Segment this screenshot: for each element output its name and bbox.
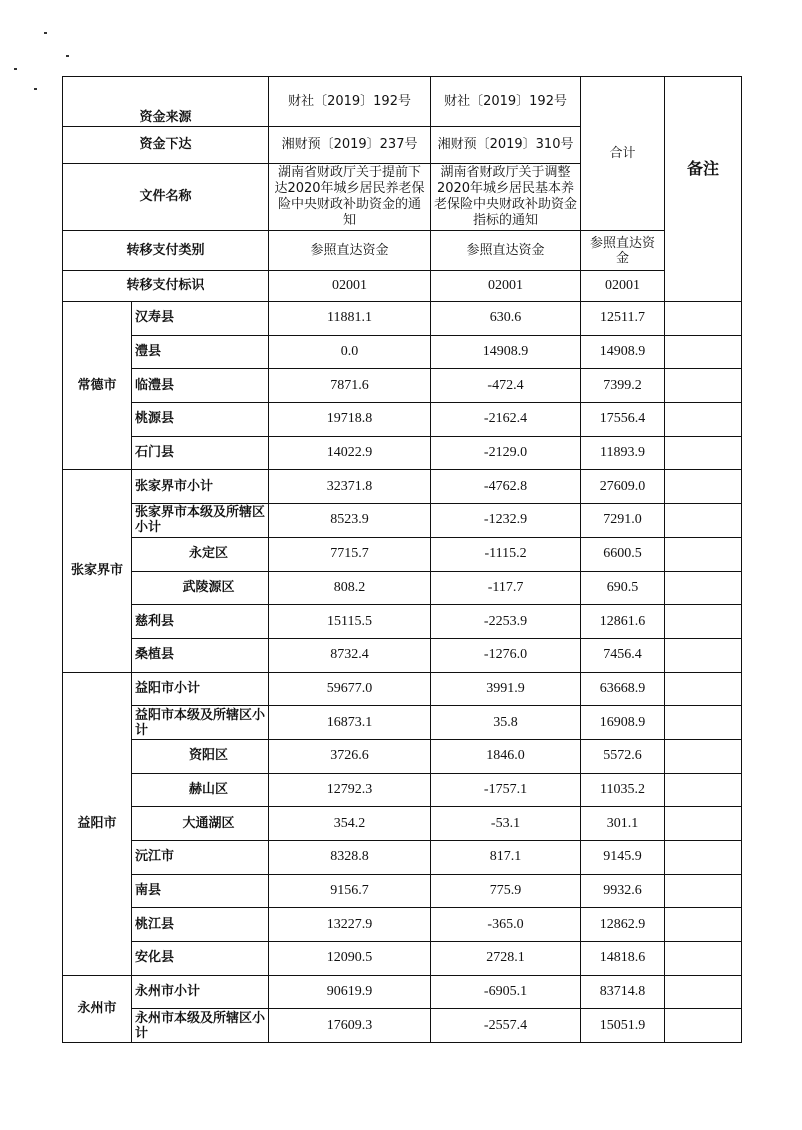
remark-cell xyxy=(665,672,742,706)
amount-237: 90619.9 xyxy=(269,975,431,1009)
remark-cell xyxy=(665,942,742,976)
amount-237: 354.2 xyxy=(269,807,431,841)
region-name: 沅江市 xyxy=(132,841,269,875)
amount-237: 17609.3 xyxy=(269,1009,431,1043)
amount-237: 32371.8 xyxy=(269,470,431,504)
amount-237: 11881.1 xyxy=(269,302,431,336)
amount-total: 16908.9 xyxy=(581,706,665,740)
region-name: 石门县 xyxy=(132,436,269,470)
remark-cell xyxy=(665,403,742,437)
header-row-id xyxy=(63,271,742,302)
region-name: 永州市小计 xyxy=(132,975,269,1009)
region-name: 澧县 xyxy=(132,335,269,369)
scan-speck xyxy=(66,55,69,57)
amount-total: 690.5 xyxy=(581,571,665,605)
amount-310: -6905.1 xyxy=(431,975,581,1009)
amount-237: 13227.9 xyxy=(269,908,431,942)
amount-237: 14022.9 xyxy=(269,436,431,470)
scan-speck xyxy=(34,88,37,90)
region-name: 张家界市小计 xyxy=(132,470,269,504)
amount-310: -117.7 xyxy=(431,571,581,605)
amount-237: 3726.6 xyxy=(269,739,431,773)
id-label: 转移支付标识 xyxy=(63,271,269,302)
table-row xyxy=(63,369,742,403)
remark-cell xyxy=(665,638,742,672)
region-name: 慈利县 xyxy=(132,605,269,639)
city-cell: 永州市 xyxy=(63,975,132,1042)
amount-total: 11035.2 xyxy=(581,773,665,807)
remark-cell xyxy=(665,605,742,639)
region-name: 桑植县 xyxy=(132,638,269,672)
table-row xyxy=(63,605,742,639)
header-row-source xyxy=(63,77,742,127)
table-row xyxy=(63,975,742,1009)
region-name: 永州市本级及所辖区小计 xyxy=(132,1009,269,1043)
amount-237: 8328.8 xyxy=(269,841,431,875)
region-name: 张家界市本级及所辖区小计 xyxy=(132,504,269,538)
amount-total: 7456.4 xyxy=(581,638,665,672)
remark-cell xyxy=(665,841,742,875)
region-name: 临澧县 xyxy=(132,369,269,403)
amount-310: -2162.4 xyxy=(431,403,581,437)
amount-total: 6600.5 xyxy=(581,537,665,571)
table-row xyxy=(63,807,742,841)
amount-237: 9156.7 xyxy=(269,874,431,908)
city-cell: 常德市 xyxy=(63,302,132,470)
amount-310: 3991.9 xyxy=(431,672,581,706)
header-row-type xyxy=(63,231,742,271)
amount-310: -1115.2 xyxy=(431,537,581,571)
remark-cell xyxy=(665,537,742,571)
table-row xyxy=(63,773,742,807)
amount-237: 8523.9 xyxy=(269,504,431,538)
region-name: 安化县 xyxy=(132,942,269,976)
id-value-1: 02001 xyxy=(269,271,431,302)
region-name: 资阳区 xyxy=(132,739,269,773)
amount-237: 8732.4 xyxy=(269,638,431,672)
amount-310: 14908.9 xyxy=(431,335,581,369)
remark-cell xyxy=(665,1009,742,1043)
table-row xyxy=(63,874,742,908)
city-cell: 张家界市 xyxy=(63,470,132,672)
id-value-2: 02001 xyxy=(431,271,581,302)
remark-cell xyxy=(665,773,742,807)
amount-237: 16873.1 xyxy=(269,706,431,740)
amount-310: 2728.1 xyxy=(431,942,581,976)
amount-total: 15051.9 xyxy=(581,1009,665,1043)
file-name-2-text: 湖南省财政厅关于调整2020年城乡居民基本养老保险中央财政补助资金指标的通知 xyxy=(434,165,578,228)
type-value-total: 参照直达资金 xyxy=(581,231,665,271)
file-name-1 xyxy=(269,164,431,231)
region-name: 益阳市本级及所辖区小计 xyxy=(132,706,269,740)
amount-310: -1232.9 xyxy=(431,504,581,538)
table-row xyxy=(63,504,742,538)
amount-237: 7715.7 xyxy=(269,537,431,571)
file-name-2 xyxy=(431,164,581,231)
source-value-1: 财社〔2019〕192号 xyxy=(269,77,431,127)
amount-310: -1276.0 xyxy=(431,638,581,672)
table-row xyxy=(63,470,742,504)
remark-cell xyxy=(665,335,742,369)
amount-total: 17556.4 xyxy=(581,403,665,437)
amount-310: -1757.1 xyxy=(431,773,581,807)
amount-total: 11893.9 xyxy=(581,436,665,470)
id-value-total: 02001 xyxy=(581,271,665,302)
remark-cell xyxy=(665,739,742,773)
table-row xyxy=(63,436,742,470)
source-label: 资金来源 xyxy=(63,77,269,127)
amount-total: 63668.9 xyxy=(581,672,665,706)
scan-speck xyxy=(14,68,17,70)
issue-value-2: 湘财预〔2019〕310号 xyxy=(431,127,581,164)
amount-310: -53.1 xyxy=(431,807,581,841)
amount-total: 12511.7 xyxy=(581,302,665,336)
table-row xyxy=(63,302,742,336)
region-name: 大通湖区 xyxy=(132,807,269,841)
type-value-2: 参照直达资金 xyxy=(431,231,581,271)
remark-cell xyxy=(665,874,742,908)
remark-cell xyxy=(665,369,742,403)
amount-310: 817.1 xyxy=(431,841,581,875)
amount-310: 35.8 xyxy=(431,706,581,740)
scan-speck xyxy=(44,32,47,34)
remark-cell xyxy=(665,807,742,841)
issue-value-1: 湘财预〔2019〕237号 xyxy=(269,127,431,164)
amount-310: 630.6 xyxy=(431,302,581,336)
city-cell: 益阳市 xyxy=(63,672,132,975)
amount-310: 1846.0 xyxy=(431,739,581,773)
amount-237: 808.2 xyxy=(269,571,431,605)
type-value-1: 参照直达资金 xyxy=(269,231,431,271)
amount-310: -2557.4 xyxy=(431,1009,581,1043)
amount-total: 14908.9 xyxy=(581,335,665,369)
region-name: 武陵源区 xyxy=(132,571,269,605)
table-row xyxy=(63,739,742,773)
region-name: 益阳市小计 xyxy=(132,672,269,706)
amount-237: 7871.6 xyxy=(269,369,431,403)
amount-310: -2253.9 xyxy=(431,605,581,639)
amount-310: -2129.0 xyxy=(431,436,581,470)
amount-237: 12792.3 xyxy=(269,773,431,807)
amount-237: 59677.0 xyxy=(269,672,431,706)
region-name: 赫山区 xyxy=(132,773,269,807)
amount-total: 83714.8 xyxy=(581,975,665,1009)
remark-header: 备注 xyxy=(665,77,742,302)
remark-cell xyxy=(665,436,742,470)
amount-237: 0.0 xyxy=(269,335,431,369)
region-name: 桃源县 xyxy=(132,403,269,437)
total-header: 合计 xyxy=(581,77,665,231)
table-row xyxy=(63,403,742,437)
remark-cell xyxy=(665,302,742,336)
remark-cell xyxy=(665,975,742,1009)
amount-total: 5572.6 xyxy=(581,739,665,773)
amount-310: 775.9 xyxy=(431,874,581,908)
source-value-2: 财社〔2019〕192号 xyxy=(431,77,581,127)
table-row xyxy=(63,706,742,740)
table-row xyxy=(63,942,742,976)
region-name: 南县 xyxy=(132,874,269,908)
amount-total: 301.1 xyxy=(581,807,665,841)
amount-total: 7291.0 xyxy=(581,504,665,538)
amount-237: 15115.5 xyxy=(269,605,431,639)
amount-total: 7399.2 xyxy=(581,369,665,403)
funding-table xyxy=(62,76,742,1043)
region-name: 汉寿县 xyxy=(132,302,269,336)
file-name-1-text: 湖南省财政厅关于提前下达2020年城乡居民养老保险中央财政补助资金的通知 xyxy=(274,165,425,228)
amount-310: -365.0 xyxy=(431,908,581,942)
table-row xyxy=(63,638,742,672)
amount-310: -4762.8 xyxy=(431,470,581,504)
table-row xyxy=(63,1009,742,1043)
table-row xyxy=(63,908,742,942)
amount-237: 12090.5 xyxy=(269,942,431,976)
amount-total: 14818.6 xyxy=(581,942,665,976)
table-row xyxy=(63,335,742,369)
type-label: 转移支付类别 xyxy=(63,231,269,271)
remark-cell xyxy=(665,571,742,605)
amount-total: 12862.9 xyxy=(581,908,665,942)
region-name: 永定区 xyxy=(132,537,269,571)
amount-237: 19718.8 xyxy=(269,403,431,437)
remark-cell xyxy=(665,504,742,538)
remark-cell xyxy=(665,470,742,504)
amount-total: 27609.0 xyxy=(581,470,665,504)
table-row xyxy=(63,841,742,875)
file-label: 文件名称 xyxy=(63,164,269,231)
table-row xyxy=(63,571,742,605)
region-name: 桃江县 xyxy=(132,908,269,942)
issue-label: 资金下达 xyxy=(63,127,269,164)
amount-total: 9145.9 xyxy=(581,841,665,875)
amount-total: 9932.6 xyxy=(581,874,665,908)
table-row xyxy=(63,537,742,571)
remark-cell xyxy=(665,706,742,740)
amount-total: 12861.6 xyxy=(581,605,665,639)
table-row xyxy=(63,672,742,706)
amount-310: -472.4 xyxy=(431,369,581,403)
remark-cell xyxy=(665,908,742,942)
